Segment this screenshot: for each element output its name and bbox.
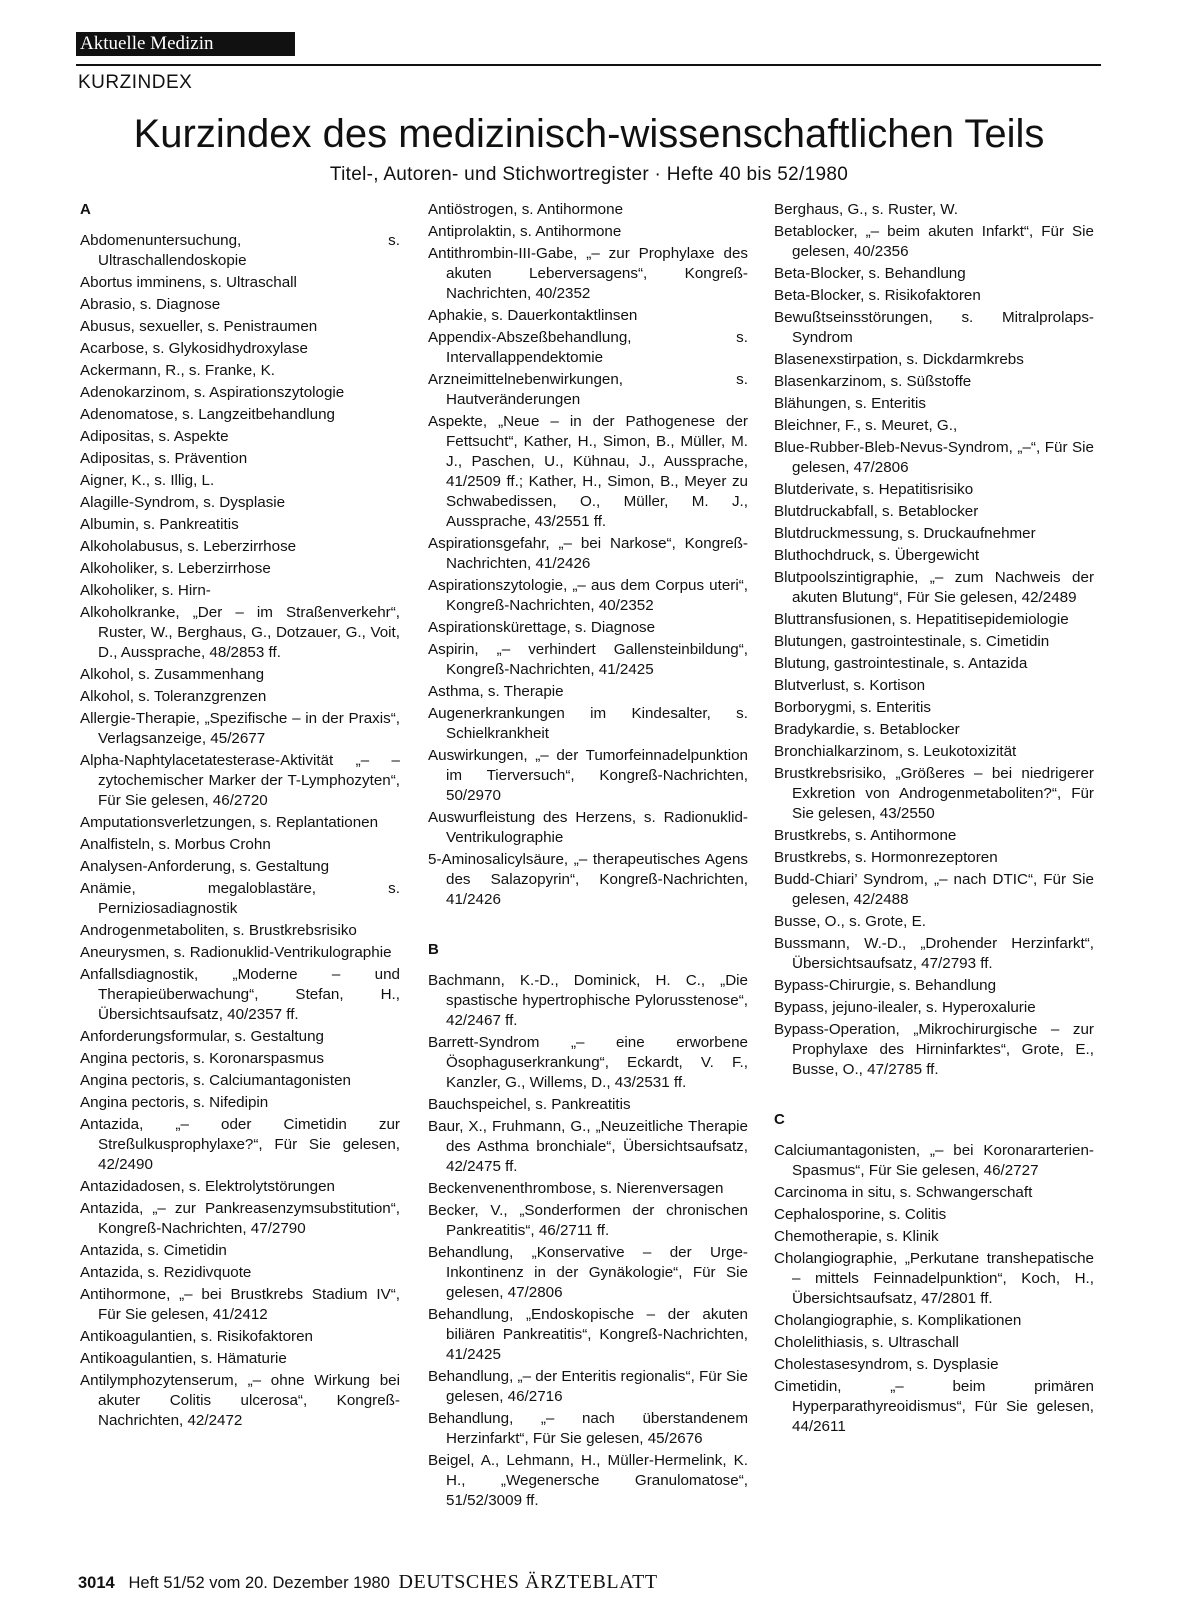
index-entry: Aspirin, „– verhindert Gallensteinbildung“, Kongreß-Nachrichten, 41/2425 <box>428 641 748 678</box>
index-column-3 <box>774 200 1094 1439</box>
section-letter: B <box>428 941 439 958</box>
index-entry: Antihormone, „– bei Brustkrebs Stadium IV“, Für Sie gelesen, 41/2412 <box>80 1286 400 1323</box>
index-entry: Aigner, K., s. Illig, L. <box>80 472 215 489</box>
section-gap <box>428 912 748 940</box>
index-entry: Adenokarzinom, s. Aspirationszytologie <box>80 384 345 401</box>
index-entry: Antikoagulantien, s. Risikofaktoren <box>80 1328 314 1345</box>
index-entry: Brustkrebsrisiko, „Größeres – bei niedrigerer Exkretion von Androgenmetaboliten?“, Für Sie gelesen, 43/2550 <box>774 765 1094 822</box>
section-label: KURZINDEX <box>78 72 193 93</box>
index-entry: Adipositas, s. Prävention <box>80 450 248 467</box>
index-entry: Antazida, s. Rezidivquote <box>80 1264 252 1281</box>
index-entry: Behandlung, „– nach überstandenem Herzinfarkt“, Für Sie gelesen, 45/2676 <box>428 1410 748 1447</box>
index-entry: Antazidadosen, s. Elektrolytstörungen <box>80 1178 335 1195</box>
index-entry: Borborygmi, s. Enteritis <box>774 699 931 716</box>
index-entry: Betablocker, „– beim akuten Infarkt“, Für Sie gelesen, 40/2356 <box>774 223 1094 260</box>
index-entry: Analfisteln, s. Morbus Crohn <box>80 836 271 853</box>
index-entry: Blutdruckmessung, s. Druckaufnehmer <box>774 525 1036 542</box>
index-entry: Antiprolaktin, s. Antihormone <box>428 223 622 240</box>
index-entry: Antazida, „– oder Cimetidin zur Streßulkusprophylaxe?“, Für Sie gelesen, 42/2490 <box>80 1116 400 1173</box>
index-entry: Abortus imminens, s. Ultraschall <box>80 274 297 291</box>
index-entry: Alkohol, s. Toleranzgrenzen <box>80 688 267 705</box>
index-entry: Bauchspeichel, s. Pankreatitis <box>428 1096 631 1113</box>
index-entry: Bronchialkarzinom, s. Leukotoxizität <box>774 743 1017 760</box>
index-entry: Antazida, s. Cimetidin <box>80 1242 227 1259</box>
index-entry: Bradykardie, s. Betablocker <box>774 721 960 738</box>
index-entry: Bluttransfusionen, s. Hepatitisepidemiologie <box>774 611 1069 628</box>
index-column-2 <box>428 200 748 1513</box>
index-entry: Behandlung, „Endoskopische – der akuten biliären Pankreatitis“, Kongreß-Nachrichten, 41/2425 <box>428 1306 748 1363</box>
index-entry: Cholelithiasis, s. Ultraschall <box>774 1334 959 1351</box>
journal-name: DEUTSCHES ÄRZTEBLATT <box>398 1571 658 1593</box>
category-banner <box>76 32 295 56</box>
index-entry: Brustkrebs, s. Antihormone <box>774 827 957 844</box>
index-entry: Budd-Chiari’ Syndrom, „– nach DTIC“, Für Sie gelesen, 42/2488 <box>774 871 1094 908</box>
index-entry: Androgenmetaboliten, s. Brustkrebsrisiko <box>80 922 357 939</box>
index-entry: Baur, X., Fruhmann, G., „Neuzeitliche Therapie des Asthma bronchiale“, Übersichtsaufsatz, 42/2475 ff. <box>428 1118 748 1175</box>
index-entry: Beta-Blocker, s. Behandlung <box>774 265 966 282</box>
index-entry: Asthma, s. Therapie <box>428 683 564 700</box>
category-label: Aktuelle Medizin <box>80 33 214 54</box>
index-entry: Cephalosporine, s. Colitis <box>774 1206 947 1223</box>
index-entry: Antithrombin-III-Gabe, „– zur Prophylaxe des akuten Leberversagens“, Kongreß-Nachrichten, 40/2352 <box>428 245 748 302</box>
index-entry: Amputationsverletzungen, s. Replantationen <box>80 814 379 831</box>
index-entry: Adenomatose, s. Langzeitbehandlung <box>80 406 336 423</box>
index-entry: Anfallsdiagnostik, „Moderne – und Therapieüberwachung“, Stefan, H., Übersichtsaufsatz, 40/2357 ff. <box>80 966 400 1023</box>
index-entry: Anämie, megaloblastäre, s. Perniziosadiagnostik <box>80 880 400 917</box>
index-entry: Alkoholiker, s. Leberzirrhose <box>80 560 271 577</box>
index-entry: Becker, V., „Sonderformen der chronischen Pankreatitis“, 46/2711 ff. <box>428 1202 748 1239</box>
index-entry: Analysen-Anforderung, s. Gestaltung <box>80 858 330 875</box>
page-subtitle: Titel-, Autoren- und Stichwortregister · Hefte 40 bis 52/1980 <box>329 164 849 185</box>
index-entry: Blutverlust, s. Kortison <box>774 677 926 694</box>
index-entry: Aneurysmen, s. Radionuklid-Ventrikulographie <box>80 944 392 961</box>
index-entry: Carcinoma in situ, s. Schwangerschaft <box>774 1184 1033 1201</box>
index-entry: Blue-Rubber-Bleb-Nevus-Syndrom, „–“, Für Sie gelesen, 47/2806 <box>774 439 1094 476</box>
index-entry: Cimetidin, „– beim primären Hyperparathyreoidismus“, Für Sie gelesen, 44/2611 <box>774 1378 1094 1435</box>
index-entry: Alagille-Syndrom, s. Dysplasie <box>80 494 286 511</box>
index-entry: Angina pectoris, s. Koronarspasmus <box>80 1050 324 1067</box>
index-entry: Blasenexstirpation, s. Dickdarmkrebs <box>774 351 1024 368</box>
index-entry: Blutung, gastrointestinale, s. Antazida <box>774 655 1028 672</box>
index-entry: Antilymphozytenserum, „– ohne Wirkung bei akuter Colitis ulcerosa“, Kongreß-Nachrichten, 42/2472 <box>80 1372 400 1429</box>
index-entry: Appendix-Abszeßbehandlung, s. Intervallappendektomie <box>428 329 748 366</box>
index-column-1 <box>80 200 400 1433</box>
index-entry: Abdomenuntersuchung, s. Ultraschallendoskopie <box>80 232 400 269</box>
index-entry: 5-Aminosalicylsäure, „– therapeutisches Agens des Salazopyrin“, Kongreß-Nachrichten, 41/2426 <box>428 851 748 908</box>
index-entry: Alpha-Naphtylacetatesterase-Aktivität „– – zytochemischer Marker der T-Lymphozyten“, Für Sie gelesen, 46/2720 <box>80 752 400 809</box>
index-entry: Antiöstrogen, s. Antihormone <box>428 201 624 218</box>
index-entry: Anforderungsformular, s. Gestaltung <box>80 1028 324 1045</box>
index-entry: Brustkrebs, s. Hormonrezeptoren <box>774 849 998 866</box>
index-entry: Blutpoolszintigraphie, „– zum Nachweis der akuten Blutung“, Für Sie gelesen, 42/2489 <box>774 569 1094 606</box>
index-entry: Bleichner, F., s. Meuret, G., <box>774 417 958 434</box>
index-entry: Abusus, sexueller, s. Penistraumen <box>80 318 318 335</box>
index-entry: Auswurfleistung des Herzens, s. Radionuklid-Ventrikulographie <box>428 809 748 846</box>
index-entry: Beckenvenenthrombose, s. Nierenversagen <box>428 1180 724 1197</box>
index-entry: Bewußtseinsstörungen, s. Mitralprolaps-Syndrom <box>774 309 1094 346</box>
index-entry: Barrett-Syndrom „– eine erworbene Ösophaguserkrankung“, Eckardt, V. F., Kanzler, G., Willems, D., 43/2531 ff. <box>428 1034 748 1091</box>
index-entry: Aspirationsgefahr, „– bei Narkose“, Kongreß-Nachrichten, 41/2426 <box>428 535 748 572</box>
index-entry: Bypass, jejuno-ilealer, s. Hyperoxalurie <box>774 999 1036 1016</box>
index-entry: Bypass-Operation, „Mikrochirurgische – zur Prophylaxe des Hirninfarktes“, Grote, E., Busse, O., 47/2785 ff. <box>774 1021 1094 1078</box>
index-entry: Aphakie, s. Dauerkontaktlinsen <box>428 307 638 324</box>
index-entry: Bypass-Chirurgie, s. Behandlung <box>774 977 997 994</box>
index-entry: Arzneimittelnebenwirkungen, s. Hautveränderungen <box>428 371 748 408</box>
section-letter: A <box>80 201 91 218</box>
index-entry: Chemotherapie, s. Klinik <box>774 1228 939 1245</box>
index-entry: Alkoholabusus, s. Leberzirrhose <box>80 538 297 555</box>
index-entry: Cholangiographie, „Perkutane transhepatische – mittels Feinnadelpunktion“, Koch, H., Übersichtsaufsatz, 47/2801 ff. <box>774 1250 1094 1307</box>
index-entry: Alkohol, s. Zusammenhang <box>80 666 265 683</box>
index-entry: Blutdruckabfall, s. Betablocker <box>774 503 979 520</box>
index-entry: Antazida, „– zur Pankreasenzymsubstitution“, Kongreß-Nachrichten, 47/2790 <box>80 1200 400 1237</box>
index-entry: Busse, O., s. Grote, E. <box>774 913 926 930</box>
index-entry: Abrasio, s. Diagnose <box>80 296 221 313</box>
index-entry: Aspirationszytologie, „– aus dem Corpus uteri“, Kongreß-Nachrichten, 40/2352 <box>428 577 748 614</box>
index-entry: Adipositas, s. Aspekte <box>80 428 229 445</box>
index-entry: Blähungen, s. Enteritis <box>774 395 926 412</box>
index-entry: Albumin, s. Pankreatitis <box>80 516 239 533</box>
index-entry: Alkoholkranke, „Der – im Straßenverkehr“, Ruster, W., Berghaus, G., Dotzauer, G., Voit, D., Aussprache, 48/2853 ff. <box>80 604 400 661</box>
page-title: Kurzindex des medizinisch-wissenschaftlichen Teils <box>133 112 1045 156</box>
header-rule <box>76 64 1101 66</box>
index-entry: Calciumantagonisten, „– bei Koronararterien-Spasmus“, Für Sie gelesen, 46/2727 <box>774 1142 1094 1179</box>
index-entry: Behandlung, „Konservative – der Urge-Inkontinenz in der Gynäkologie“, Für Sie gelesen, 47/2806 <box>428 1244 748 1301</box>
index-entry: Angina pectoris, s. Calciumantagonisten <box>80 1072 351 1089</box>
index-entry: Allergie-Therapie, „Spezifische – in der Praxis“, Verlagsanzeige, 45/2677 <box>80 710 400 747</box>
index-entry: Alkoholiker, s. Hirn- <box>80 582 211 599</box>
index-entry: Augenerkrankungen im Kindesalter, s. Schielkrankheit <box>428 705 748 742</box>
section-letter: C <box>774 1111 785 1128</box>
index-entry: Aspirationskürettage, s. Diagnose <box>428 619 656 636</box>
index-entry: Blasenkarzinom, s. Süßstoffe <box>774 373 972 390</box>
index-entry: Aspekte, „Neue – in der Pathogenese der Fettsucht“, Kather, H., Simon, B., Müller, M. J., Paschen, U., Kühnau, J., Aussprache, 41/2509 ff.; Kather, H., Simon, B., Meyer zu Schwabedissen, O., Müller, M. J., Aussprache, 43/2551 ff. <box>428 413 748 530</box>
index-entry: Angina pectoris, s. Nifedipin <box>80 1094 269 1111</box>
index-entry: Auswirkungen, „– der Tumorfeinnadelpunktion im Tierversuch“, Kongreß-Nachrichten, 50/2970 <box>428 747 748 804</box>
index-entry: Bluthochdruck, s. Übergewicht <box>774 547 980 564</box>
index-entry: Bachmann, K.-D., Dominick, H. C., „Die spastische hypertrophische Pylorusstenose“, 42/2467 ff. <box>428 972 748 1029</box>
index-entry: Bussmann, W.-D., „Drohender Herzinfarkt“, Übersichtsaufsatz, 47/2793 ff. <box>774 935 1094 972</box>
index-entry: Acarbose, s. Glykosidhydroxylase <box>80 340 308 357</box>
index-entry: Behandlung, „– der Enteritis regionalis“, Für Sie gelesen, 46/2716 <box>428 1368 748 1405</box>
section-gap <box>774 1082 1094 1110</box>
index-entry: Berghaus, G., s. Ruster, W. <box>774 201 959 218</box>
index-entry: Ackermann, R., s. Franke, K. <box>80 362 275 379</box>
index-entry: Blutungen, gastrointestinale, s. Cimetidin <box>774 633 1050 650</box>
index-entry: Cholangiographie, s. Komplikationen <box>774 1312 1022 1329</box>
page-number: 3014 <box>78 1574 115 1592</box>
index-entry: Blutderivate, s. Hepatitisrisiko <box>774 481 974 498</box>
index-entry: Antikoagulantien, s. Hämaturie <box>80 1350 287 1367</box>
page-footer <box>78 1571 658 1594</box>
index-entry: Beigel, A., Lehmann, H., Müller-Hermelink, K. H., „Wegenersche Granulomatose“, 51/52/3009 ff. <box>428 1452 748 1509</box>
issue-info: Heft 51/52 vom 20. Dezember 1980 <box>128 1574 390 1592</box>
index-entry: Cholestasesyndrom, s. Dysplasie <box>774 1356 999 1373</box>
index-entry: Beta-Blocker, s. Risikofaktoren <box>774 287 981 304</box>
